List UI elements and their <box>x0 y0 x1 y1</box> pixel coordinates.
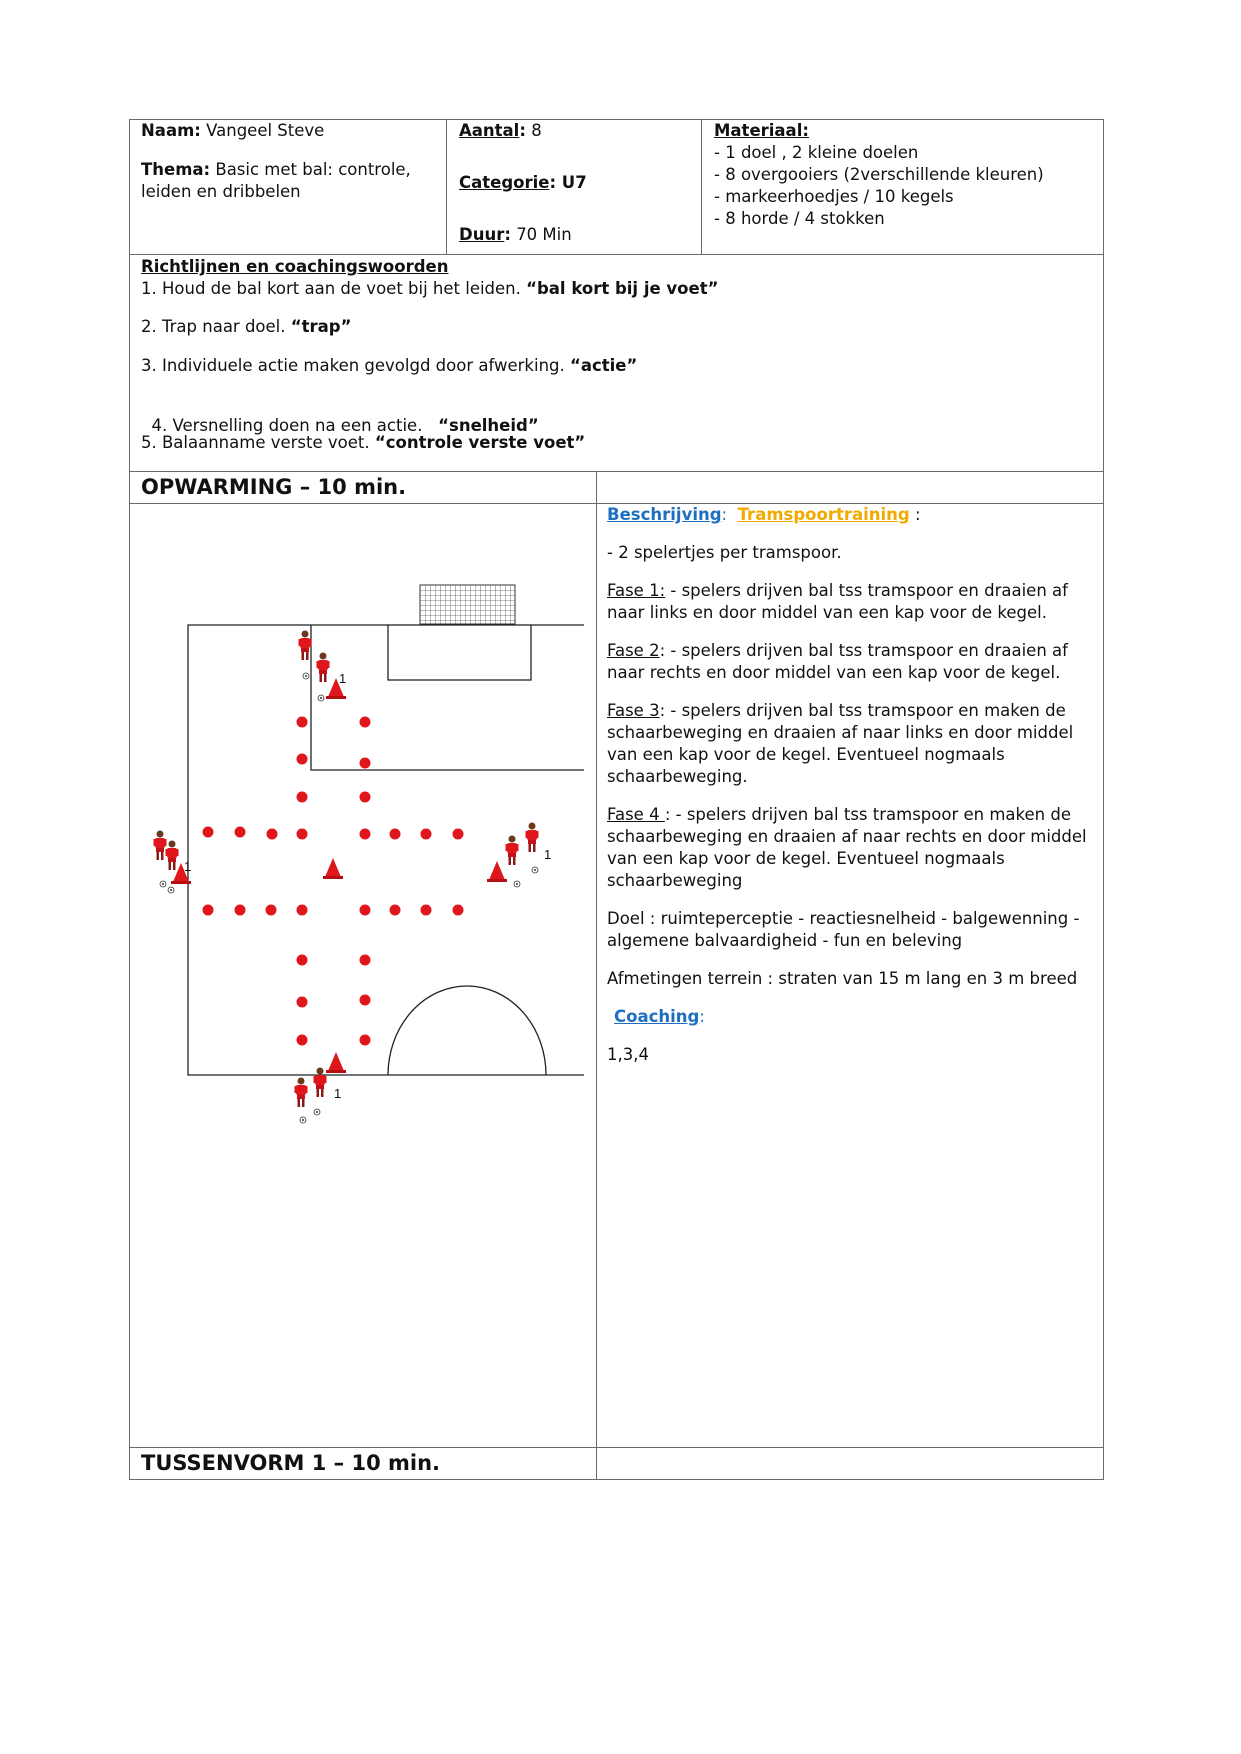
player-number-label: 1 <box>184 859 192 874</box>
coaching-label: Coaching <box>614 1007 700 1026</box>
duur-value: 70 Min <box>516 225 572 244</box>
opwarming-title: OPWARMING – 10 min. <box>141 475 407 499</box>
thema-value-2: leiden en dribbelen <box>141 182 301 201</box>
intro-line: - 2 spelertjes per tramspoor. <box>607 543 842 562</box>
naam-label: Naam: <box>141 121 201 140</box>
richtlijn-item-1: 1. Houd de bal kort aan de voet bij het leiden. “bal kort bij je voet” <box>141 279 719 298</box>
materiaal-block <box>714 120 1044 230</box>
richtlijn-item-4: 4. Versnelling doen na een actie. “snelheid” <box>151 416 539 435</box>
aantal-label: Aantal <box>459 121 520 140</box>
duur-line: Duur: 70 Min <box>459 225 572 244</box>
aantal-value: 8 <box>531 121 542 140</box>
fase-1: Fase 1: - spelers drijven bal tss tramspoor en draaien af naar links en door middel van een kap voor de kegel. <box>607 581 1068 622</box>
materiaal-item: - 1 doel , 2 kleine doelen <box>714 143 919 162</box>
naam-value: Vangeel Steve <box>206 121 325 140</box>
thema-value-1: Basic met bal: controle, <box>215 160 411 179</box>
tussenvorm-heading-right-cell <box>596 1447 1104 1480</box>
afmetingen-line: Afmetingen terrein : straten van 15 m lang en 3 m breed <box>607 969 1078 988</box>
categorie-value: U7 <box>561 173 587 192</box>
doel-line: Doel : ruimteperceptie - reactiesnelheid - balgewenning - algemene balvaardigheid - fun en beleving <box>607 909 1080 950</box>
thema-line-1 <box>141 159 411 181</box>
fase-2: Fase 2: - spelers drijven bal tss tramspoor en draaien af naar rechts en door middel van een kap voor de kegel. <box>607 641 1068 682</box>
richtlijnen-title: Richtlijnen en coachingswoorden <box>141 257 449 276</box>
opwarming-description <box>607 504 1099 1082</box>
materiaal-label: Materiaal: <box>714 121 809 140</box>
player-number-label: 1 <box>544 847 552 862</box>
coaching-value: 1,3,4 <box>607 1045 649 1064</box>
beschrijving-title: Tramspoortraining <box>737 505 910 524</box>
richtlijn-item-5: 5. Balaanname verste voet. “controle verste voet” <box>141 433 586 452</box>
aantal-line: Aantal: 8 <box>459 121 542 140</box>
beschrijving-line: Beschrijving: Tramspoortraining : <box>607 505 921 524</box>
materiaal-item: - markeerhoedjes / 10 kegels <box>714 187 954 206</box>
thema-line-2 <box>141 181 301 203</box>
training-field-diagram <box>150 580 590 1130</box>
materiaal-item: - 8 overgooiers (2verschillende kleuren) <box>714 165 1044 184</box>
opwarming-heading-right-cell <box>596 471 1104 504</box>
fase-4: Fase 4 : - spelers drijven bal tss tramspoor en maken de schaarbeweging en draaien af naar rechts en door middel van een kap voor de kegel. Eventueel nogmaals schaarbeweging <box>607 805 1087 890</box>
beschrijving-label: Beschrijving <box>607 505 722 524</box>
duur-label: Duur <box>459 225 505 244</box>
marker-dots <box>203 717 464 1046</box>
goal-net <box>420 585 515 624</box>
categorie-label: Categorie <box>459 173 550 192</box>
categorie-line: Categorie: U7 <box>459 173 587 192</box>
coaching-line: Coaching: <box>614 1007 705 1026</box>
naam-line <box>141 120 324 142</box>
field-lines <box>188 625 584 1075</box>
fase-3: Fase 3: - spelers drijven bal tss tramspoor en maken de schaarbeweging en draaien af naar links en door middel van een kap voor de kegel. Eventueel nogmaals schaarbeweging. <box>607 701 1074 786</box>
thema-label: Thema: <box>141 160 211 179</box>
tussenvorm-title: TUSSENVORM 1 – 10 min. <box>141 1451 440 1475</box>
materiaal-item: - 8 horde / 4 stokken <box>714 209 885 228</box>
player-number-label: 1 <box>339 671 347 686</box>
richtlijn-item-3: 3. Individuele actie maken gevolgd door afwerking. “actie” <box>141 356 638 375</box>
richtlijn-item-2: 2. Trap naar doel. “trap” <box>141 317 352 336</box>
player-number-label: 1 <box>334 1086 342 1101</box>
